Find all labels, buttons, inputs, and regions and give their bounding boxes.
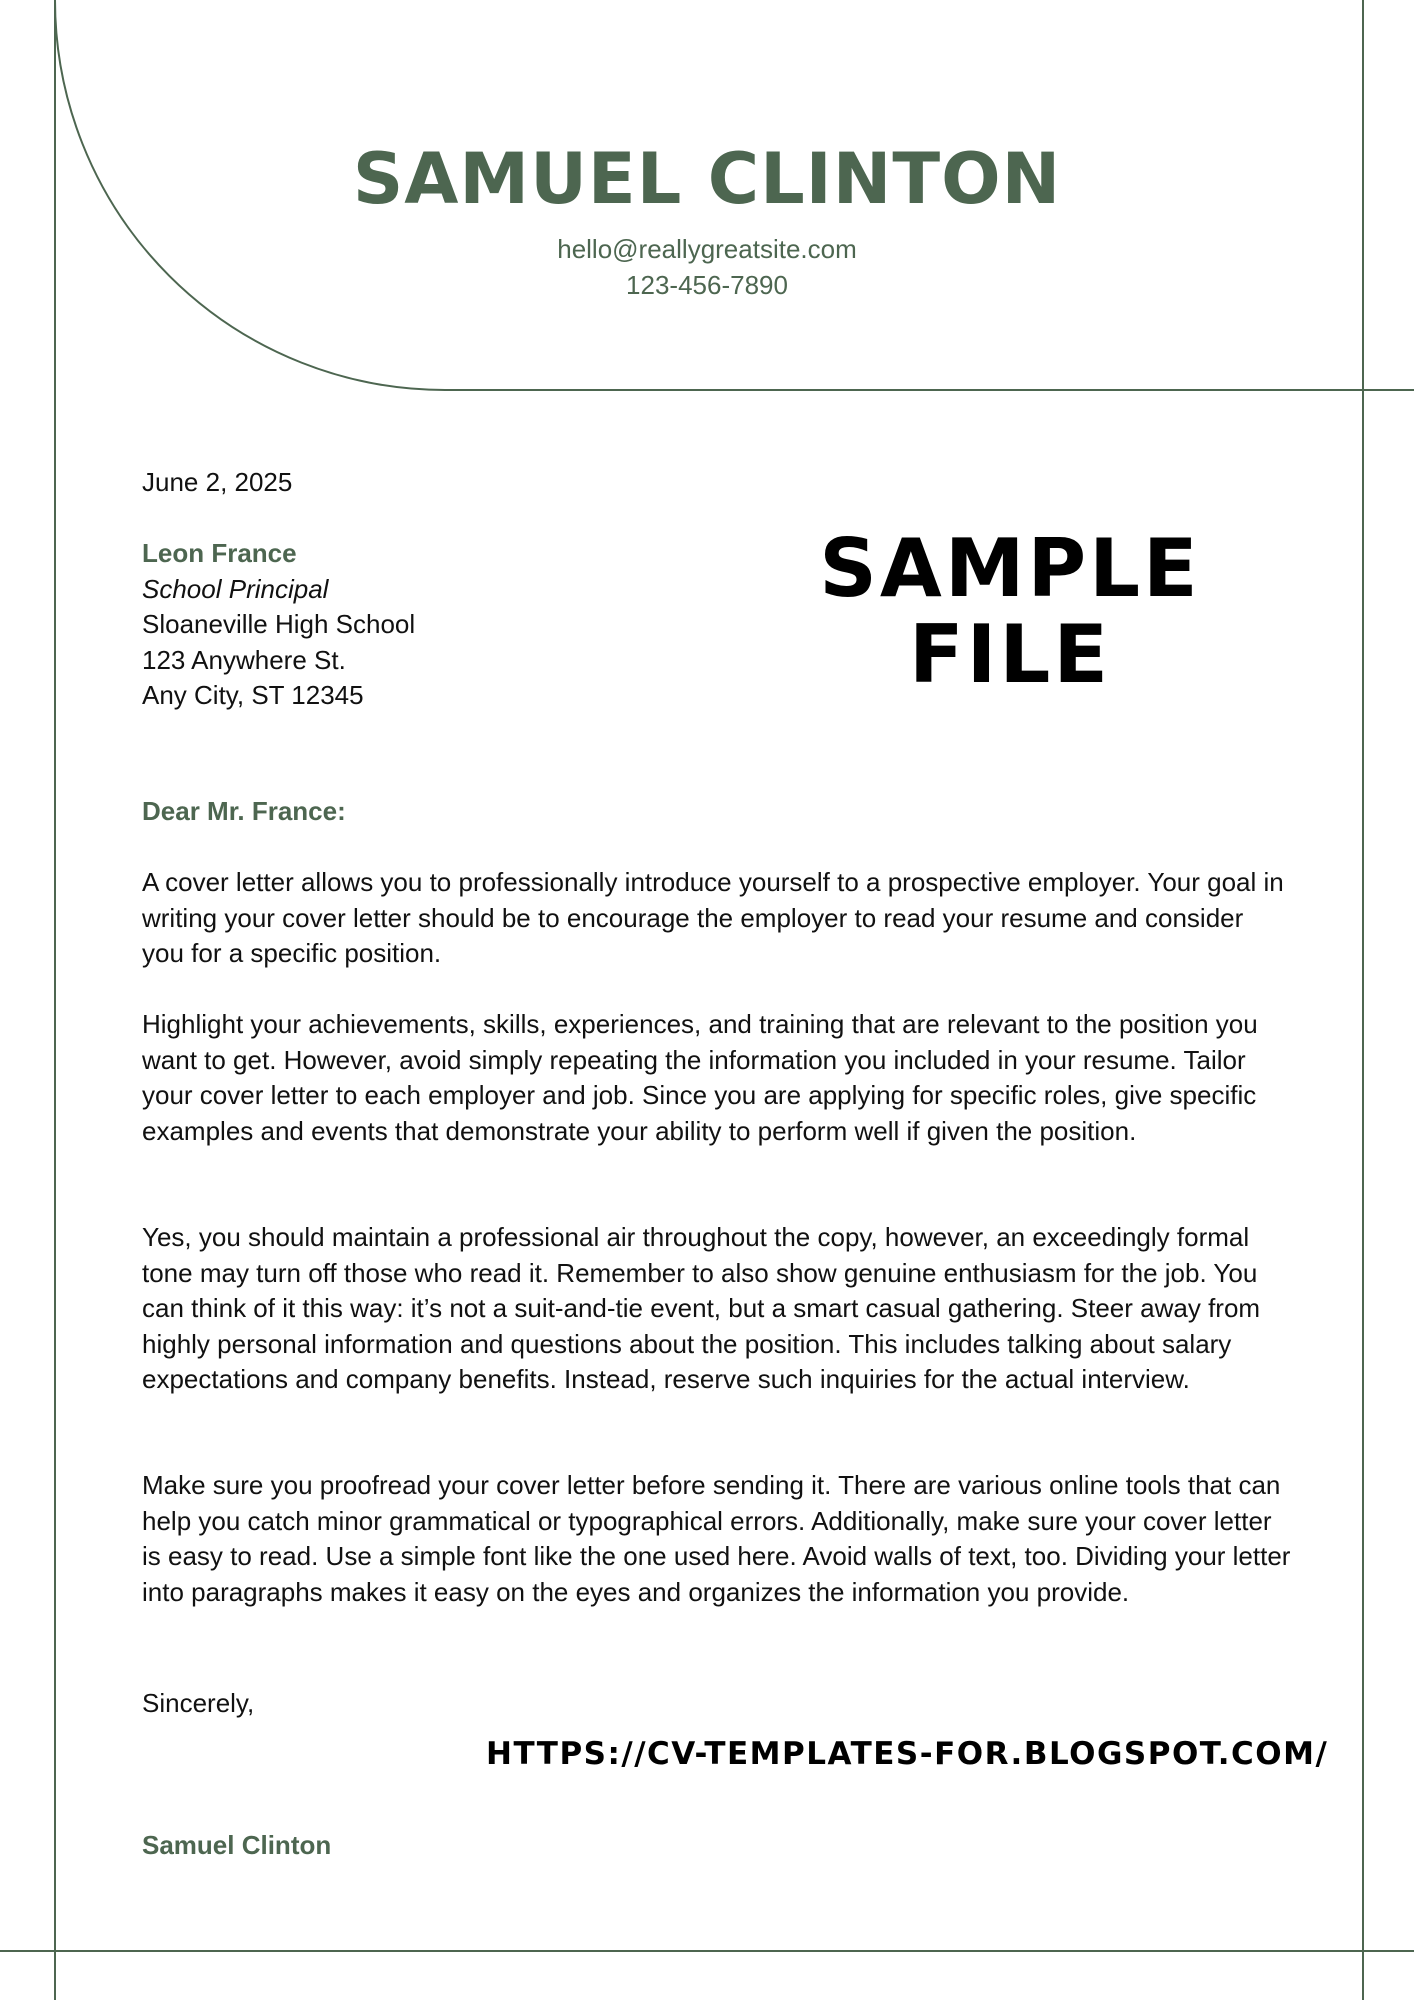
recipient-title: School Principal — [142, 573, 329, 604]
recipient-address — [142, 536, 415, 714]
watermark-line-2: FILE — [908, 608, 1112, 701]
body-paragraph-2: Highlight your achievements, skills, experiences, and training that are relevant to the position you want to get. However, avoid simply repeating the information you included in your resume. Tailor your cover letter to each employer and job. Since you are applying for specific roles, give specific examples and events that demonstrate your ability to perform well if given the position. — [142, 1009, 1258, 1146]
closing: Sincerely, — [142, 1688, 255, 1718]
watermark-line-1: SAMPLE — [819, 522, 1201, 615]
recipient-name: Leon France — [142, 538, 297, 568]
salutation: Dear Mr. France: — [142, 796, 346, 826]
watermark-url: HTTPS://CV-TEMPLATES-FOR.BLOGSPOT.COM/ — [486, 1736, 1329, 1772]
body-paragraph-1: A cover letter allows you to professionally introduce yourself to a prospective employer. Your goal in writing your cover letter should be to encourage the employer to read your resume and consider you for a specific position. — [142, 867, 1284, 968]
recipient-street: 123 Anywhere St. — [142, 644, 346, 675]
sample-file-watermark — [790, 522, 1230, 701]
body-paragraph-3: Yes, you should maintain a professional air throughout the copy, however, an exceedingly formal tone may turn off those who read it. Remember to also show genuine enthusiasm for the job. You can think of it this way: it’s not a suit-and-tie event, but a smart casual gathering. Steer away from highly personal information and questions about the position. This includes talking about salary expectations and company benefits. Instead, reserve such inquiries for the actual interview. — [142, 1222, 1261, 1394]
signature-name: Samuel Clinton — [142, 1830, 332, 1860]
letter-date: June 2, 2025 — [142, 467, 293, 497]
recipient-organization: Sloaneville High School — [142, 609, 416, 639]
contact-email: hello@reallygreatsite.com — [557, 234, 857, 264]
recipient-city: Any City, ST 12345 — [142, 680, 364, 710]
body-paragraph-4: Make sure you proofread your cover letter before sending it. There are various online tools that can help you catch minor grammatical or typographical errors. Additionally, make sure your cover letter is easy to read. Use a simple font like the one used here. Avoid walls of text, too. Dividing your letter into paragraphs makes it easy on the eyes and organizes the information you provide. — [142, 1470, 1291, 1607]
applicant-name: SAMUEL CLINTON — [352, 138, 1062, 220]
contact-phone: 123-456-7890 — [626, 270, 788, 300]
